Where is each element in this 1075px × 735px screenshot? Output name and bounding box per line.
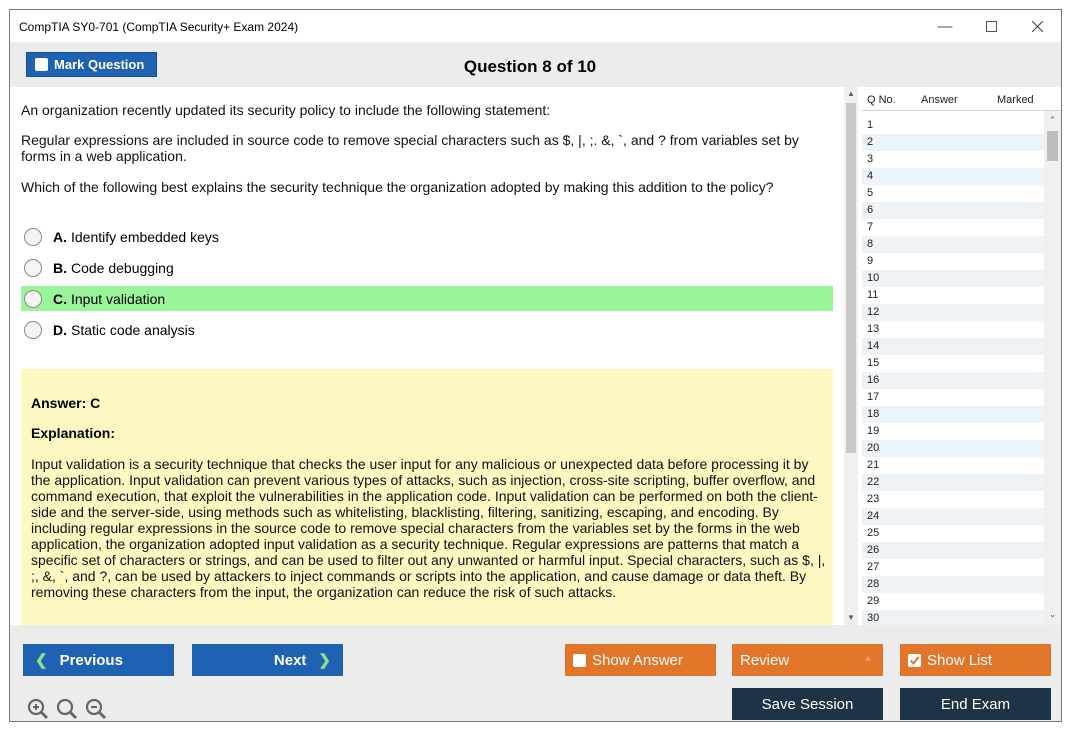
option-text: Static code analysis — [71, 321, 195, 338]
question-number: 2 — [867, 136, 874, 148]
next-label: Next — [273, 651, 307, 669]
show-answer-button[interactable] — [565, 644, 716, 676]
review-button[interactable] — [732, 644, 883, 676]
show-answer-checkbox-icon[interactable] — [573, 654, 586, 667]
chevron-right-icon: ❯ — [318, 652, 331, 669]
question-number: 11 — [867, 289, 879, 301]
question-number: 21 — [867, 459, 880, 471]
question-panel — [10, 87, 858, 625]
option-letter: B. — [53, 259, 67, 276]
question-list-row[interactable] — [862, 389, 1044, 406]
radio-button[interactable] — [24, 321, 42, 339]
question-number: 25 — [867, 527, 880, 539]
question-list-header — [862, 87, 1061, 111]
question-number-title: Question 8 of 10 — [463, 57, 597, 76]
question-list-row[interactable] — [862, 576, 1044, 593]
question-list-row[interactable] — [862, 406, 1044, 423]
zoom-out-icon[interactable] — [84, 697, 108, 721]
minimize-icon[interactable]: — — [937, 17, 953, 35]
explanation-text: Input validation is a security technique that checks the user input for any malicious or unexpected data before processing it by the application. Input validation can prevent various types of attacks, such as injection, cross-site scripting, buffer overflow, and command execution, that exploit the vulnerabilities in the application code. Input validation can be performed on both the client-side and the server-side, using methods such as whitelisting, blacklisting, filtering, sanitizing, escaping, and encoding. By including regular expressions in the source code to remove special characters from the variables set by the forms in the web application, the organization adopted input validation as a security technique. Regular expressions are patterns that match a specific set of characters or strings, and can be used to filter out any unwanted or harmful input. Special characters, such as $, |, ;, &, `, and ?, can be used by attackers to inject commands or scripts into the application, and cause damage or data theft. By removing these characters from the input, the organization can reduce the risk of such attacks. — [31, 456, 826, 600]
question-list-row[interactable] — [862, 338, 1044, 355]
question-number: 24 — [867, 510, 880, 522]
question-number: 16 — [867, 374, 880, 386]
question-list-row[interactable] — [862, 219, 1044, 236]
question-number: 3 — [867, 153, 874, 165]
option-letter: D. — [53, 321, 67, 338]
question-number: 5 — [867, 187, 874, 199]
question-list-row[interactable] — [862, 525, 1044, 542]
question-list-row[interactable] — [862, 270, 1044, 287]
question-number: 22 — [867, 476, 880, 488]
question-number: 7 — [867, 221, 874, 233]
end-exam-button[interactable] — [900, 688, 1051, 720]
zoom-in-icon[interactable] — [26, 697, 50, 721]
dropdown-arrow-icon: ▲ — [863, 653, 873, 664]
list-scroll-down-icon[interactable]: ⌄ — [1048, 609, 1057, 619]
list-scrollbar-thumb[interactable] — [1047, 131, 1058, 161]
radio-button[interactable] — [24, 290, 42, 308]
question-number: 4 — [867, 170, 874, 182]
scrollbar-thumb[interactable] — [846, 103, 856, 453]
question-list-row[interactable] — [862, 151, 1044, 168]
question-list-row[interactable] — [862, 321, 1044, 338]
question-list-row[interactable] — [862, 253, 1044, 270]
close-icon[interactable] — [1014, 10, 1060, 42]
question-number: 20 — [867, 442, 880, 454]
zoom-reset-icon[interactable] — [55, 697, 79, 721]
option-text: Input validation — [71, 290, 166, 307]
option-d[interactable] — [21, 317, 833, 342]
show-list-label: Show List — [927, 651, 993, 669]
option-text: Code debugging — [71, 259, 174, 276]
option-c[interactable] — [21, 286, 833, 311]
question-number: 23 — [867, 493, 880, 505]
question-toolbar — [10, 42, 1061, 87]
end-exam-label: End Exam — [940, 695, 1011, 713]
question-list-row[interactable] — [862, 355, 1044, 372]
question-list-row[interactable] — [862, 508, 1044, 525]
option-a[interactable] — [21, 224, 833, 249]
exam-window — [9, 9, 1062, 722]
show-list-button[interactable] — [900, 644, 1051, 676]
question-number: 18 — [867, 408, 880, 420]
question-number: 30 — [867, 612, 880, 624]
question-number: 15 — [867, 357, 880, 369]
previous-button[interactable] — [23, 644, 174, 676]
question-list-row[interactable] — [862, 168, 1044, 185]
question-statement: Regular expressions are included in source code to remove special characters such as $, |, ;. &, `, and ? from variables set by forms in a web application. — [21, 132, 799, 164]
next-button[interactable] — [192, 644, 343, 676]
question-list-row[interactable] — [862, 423, 1044, 440]
scroll-up-icon[interactable]: ▲ — [847, 89, 855, 98]
maximize-icon[interactable] — [968, 10, 1014, 42]
question-number: 28 — [867, 578, 880, 590]
option-text: Identify embedded keys — [71, 228, 219, 245]
question-number: 27 — [867, 561, 880, 573]
question-list-row[interactable] — [862, 117, 1044, 134]
question-list-row[interactable] — [862, 610, 1044, 625]
question-number: 9 — [867, 255, 874, 267]
question-number: 17 — [867, 391, 880, 403]
header-marked: Marked — [997, 94, 1034, 106]
question-list-row[interactable] — [862, 542, 1044, 559]
save-session-label: Save Session — [761, 695, 854, 713]
question-number: 8 — [867, 238, 874, 250]
question-number: 29 — [867, 595, 880, 607]
previous-label: Previous — [59, 651, 123, 669]
question-list-panel — [862, 87, 1061, 625]
explanation-heading: Explanation: — [31, 425, 116, 441]
question-list-row[interactable] — [862, 559, 1044, 576]
question-list-row[interactable] — [862, 236, 1044, 253]
option-letter: C. — [53, 290, 67, 307]
mark-question-label: Mark Question — [54, 57, 145, 72]
question-number: 26 — [867, 544, 880, 556]
answer-explanation-box — [21, 369, 833, 625]
question-list-row[interactable] — [862, 185, 1044, 202]
radio-button[interactable] — [24, 259, 42, 277]
question-list-row[interactable] — [862, 134, 1044, 151]
question-list-row[interactable] — [862, 202, 1044, 219]
show-list-checkbox-icon[interactable] — [908, 654, 921, 667]
title-bar — [10, 10, 1061, 42]
radio-button[interactable] — [24, 228, 42, 246]
question-scrollbar[interactable] — [844, 87, 858, 625]
question-number: 12 — [867, 306, 880, 318]
header-answer: Answer — [921, 94, 958, 106]
question-number: 6 — [867, 204, 874, 216]
question-list-row[interactable] — [862, 304, 1044, 321]
header-qno: Q No. — [867, 94, 896, 106]
question-list-scrollbar[interactable] — [1044, 111, 1061, 625]
scroll-down-icon[interactable]: ▼ — [847, 613, 855, 622]
save-session-button[interactable] — [732, 688, 883, 720]
question-list-row[interactable] — [862, 491, 1044, 508]
question-number: 1 — [867, 119, 874, 131]
chevron-left-icon: ❮ — [35, 652, 48, 669]
question-list-row[interactable] — [862, 440, 1044, 457]
question-prompt: Which of the following best explains the security technique the organization adopted by making this addition to the policy? — [21, 179, 774, 195]
list-scroll-up-icon[interactable]: ⌃ — [1048, 115, 1057, 125]
question-number: 19 — [867, 425, 880, 437]
option-b[interactable] — [21, 255, 833, 280]
window-title: CompTIA SY0-701 (CompTIA Security+ Exam 2024) — [19, 20, 299, 34]
review-label: Review — [740, 651, 790, 669]
question-list-row[interactable] — [862, 372, 1044, 389]
question-list-row[interactable] — [862, 474, 1044, 491]
question-number: 10 — [867, 272, 880, 284]
question-number: 14 — [867, 340, 880, 352]
question-list-row[interactable] — [862, 593, 1044, 610]
show-answer-label: Show Answer — [592, 651, 683, 669]
answer-line: Answer: C — [31, 395, 101, 411]
question-list-row[interactable] — [862, 287, 1044, 304]
question-number: 13 — [867, 323, 880, 335]
question-intro: An organization recently updated its security policy to include the following statement: — [21, 102, 551, 118]
option-letter: A. — [53, 228, 67, 245]
bottom-bar — [10, 625, 1061, 722]
question-list-row[interactable] — [862, 457, 1044, 474]
